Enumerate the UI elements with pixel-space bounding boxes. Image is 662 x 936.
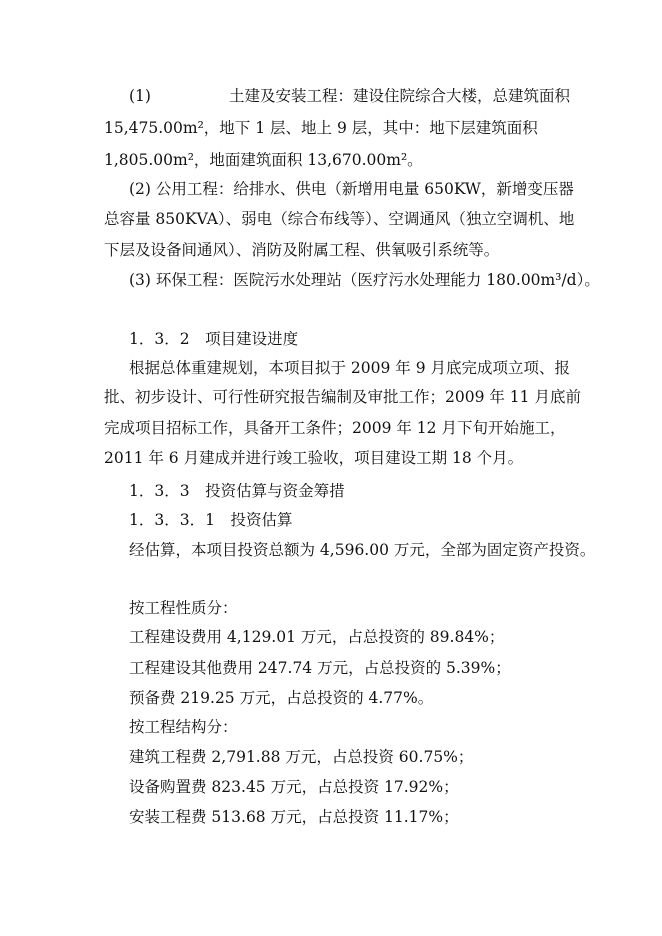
by-structure-item: 安装工程费 513.68 万元，占总投资 11.17%； <box>129 808 459 826</box>
schedule-line-2: 批、初步设计、可行性研究报告编制及审批工作；2009 年 11 月底前 <box>104 388 581 406</box>
schedule-line-1: 根据总体重建规划，本项目拟于 2009 年 9 月底完成项立项、报 <box>129 359 571 377</box>
utilities-line-3: 下层及设备间通风）、消防及附属工程、供氧吸引系统等。 <box>104 241 500 259</box>
investment-heading: 1．3．3 投资估算与资金筹措 <box>129 482 345 500</box>
schedule-heading: 1．3．2 项目建设进度 <box>129 330 299 348</box>
by-nature-item: 工程建设其他费用 247.74 万元，占总投资的 5.39%； <box>129 659 511 677</box>
construction-line-1: 土建及安装工程：建设住院综合大楼，总建筑面积 <box>229 87 571 105</box>
construction-line-2: 15,475.00m²，地下 1 层、地上 9 层，其中：地下层建筑面积 <box>104 119 538 137</box>
by-nature-title: 按工程性质分： <box>129 599 238 617</box>
environment-line-1: (3) 环保工程：医院污水处理站（医疗污水处理能力 180.00m³/d）。 <box>129 271 600 289</box>
by-structure-title: 按工程结构分： <box>129 718 238 736</box>
schedule-line-3: 完成项目招标工作，具备开工条件；2009 年 12 月下旬开始施工， <box>104 419 566 437</box>
by-structure-item: 设备购置费 823.45 万元，占总投资 17.92%； <box>129 778 459 796</box>
schedule-line-4: 2011 年 6 月建成并进行竣工验收，项目建设工期 18 个月。 <box>104 449 524 467</box>
by-structure-item: 建筑工程费 2,791.88 万元，占总投资 60.75%； <box>129 748 474 766</box>
by-nature-item: 工程建设费用 4,129.01 万元，占总投资的 89.84%； <box>129 628 505 646</box>
construction-line-3: 1,805.00m²，地面建筑面积 13,670.00m²。 <box>104 151 423 169</box>
utilities-line-2: 总容量 850KVA）、弱电（综合布线等）、空调通风（独立空调机、地 <box>104 210 575 228</box>
investment-subheading: 1．3．3．1 投资估算 <box>129 511 293 529</box>
investment-summary: 经估算，本项目投资总额为 4,596.00 万元，全部为固定资产投资。 <box>129 541 596 559</box>
by-nature-item: 预备费 219.25 万元，占总投资的 4.77%。 <box>129 689 434 707</box>
construction-label: (1) <box>129 87 151 105</box>
utilities-line-1: (2) 公用工程：给排水、供电（新增用电量 650KW，新增变压器 <box>129 180 574 198</box>
